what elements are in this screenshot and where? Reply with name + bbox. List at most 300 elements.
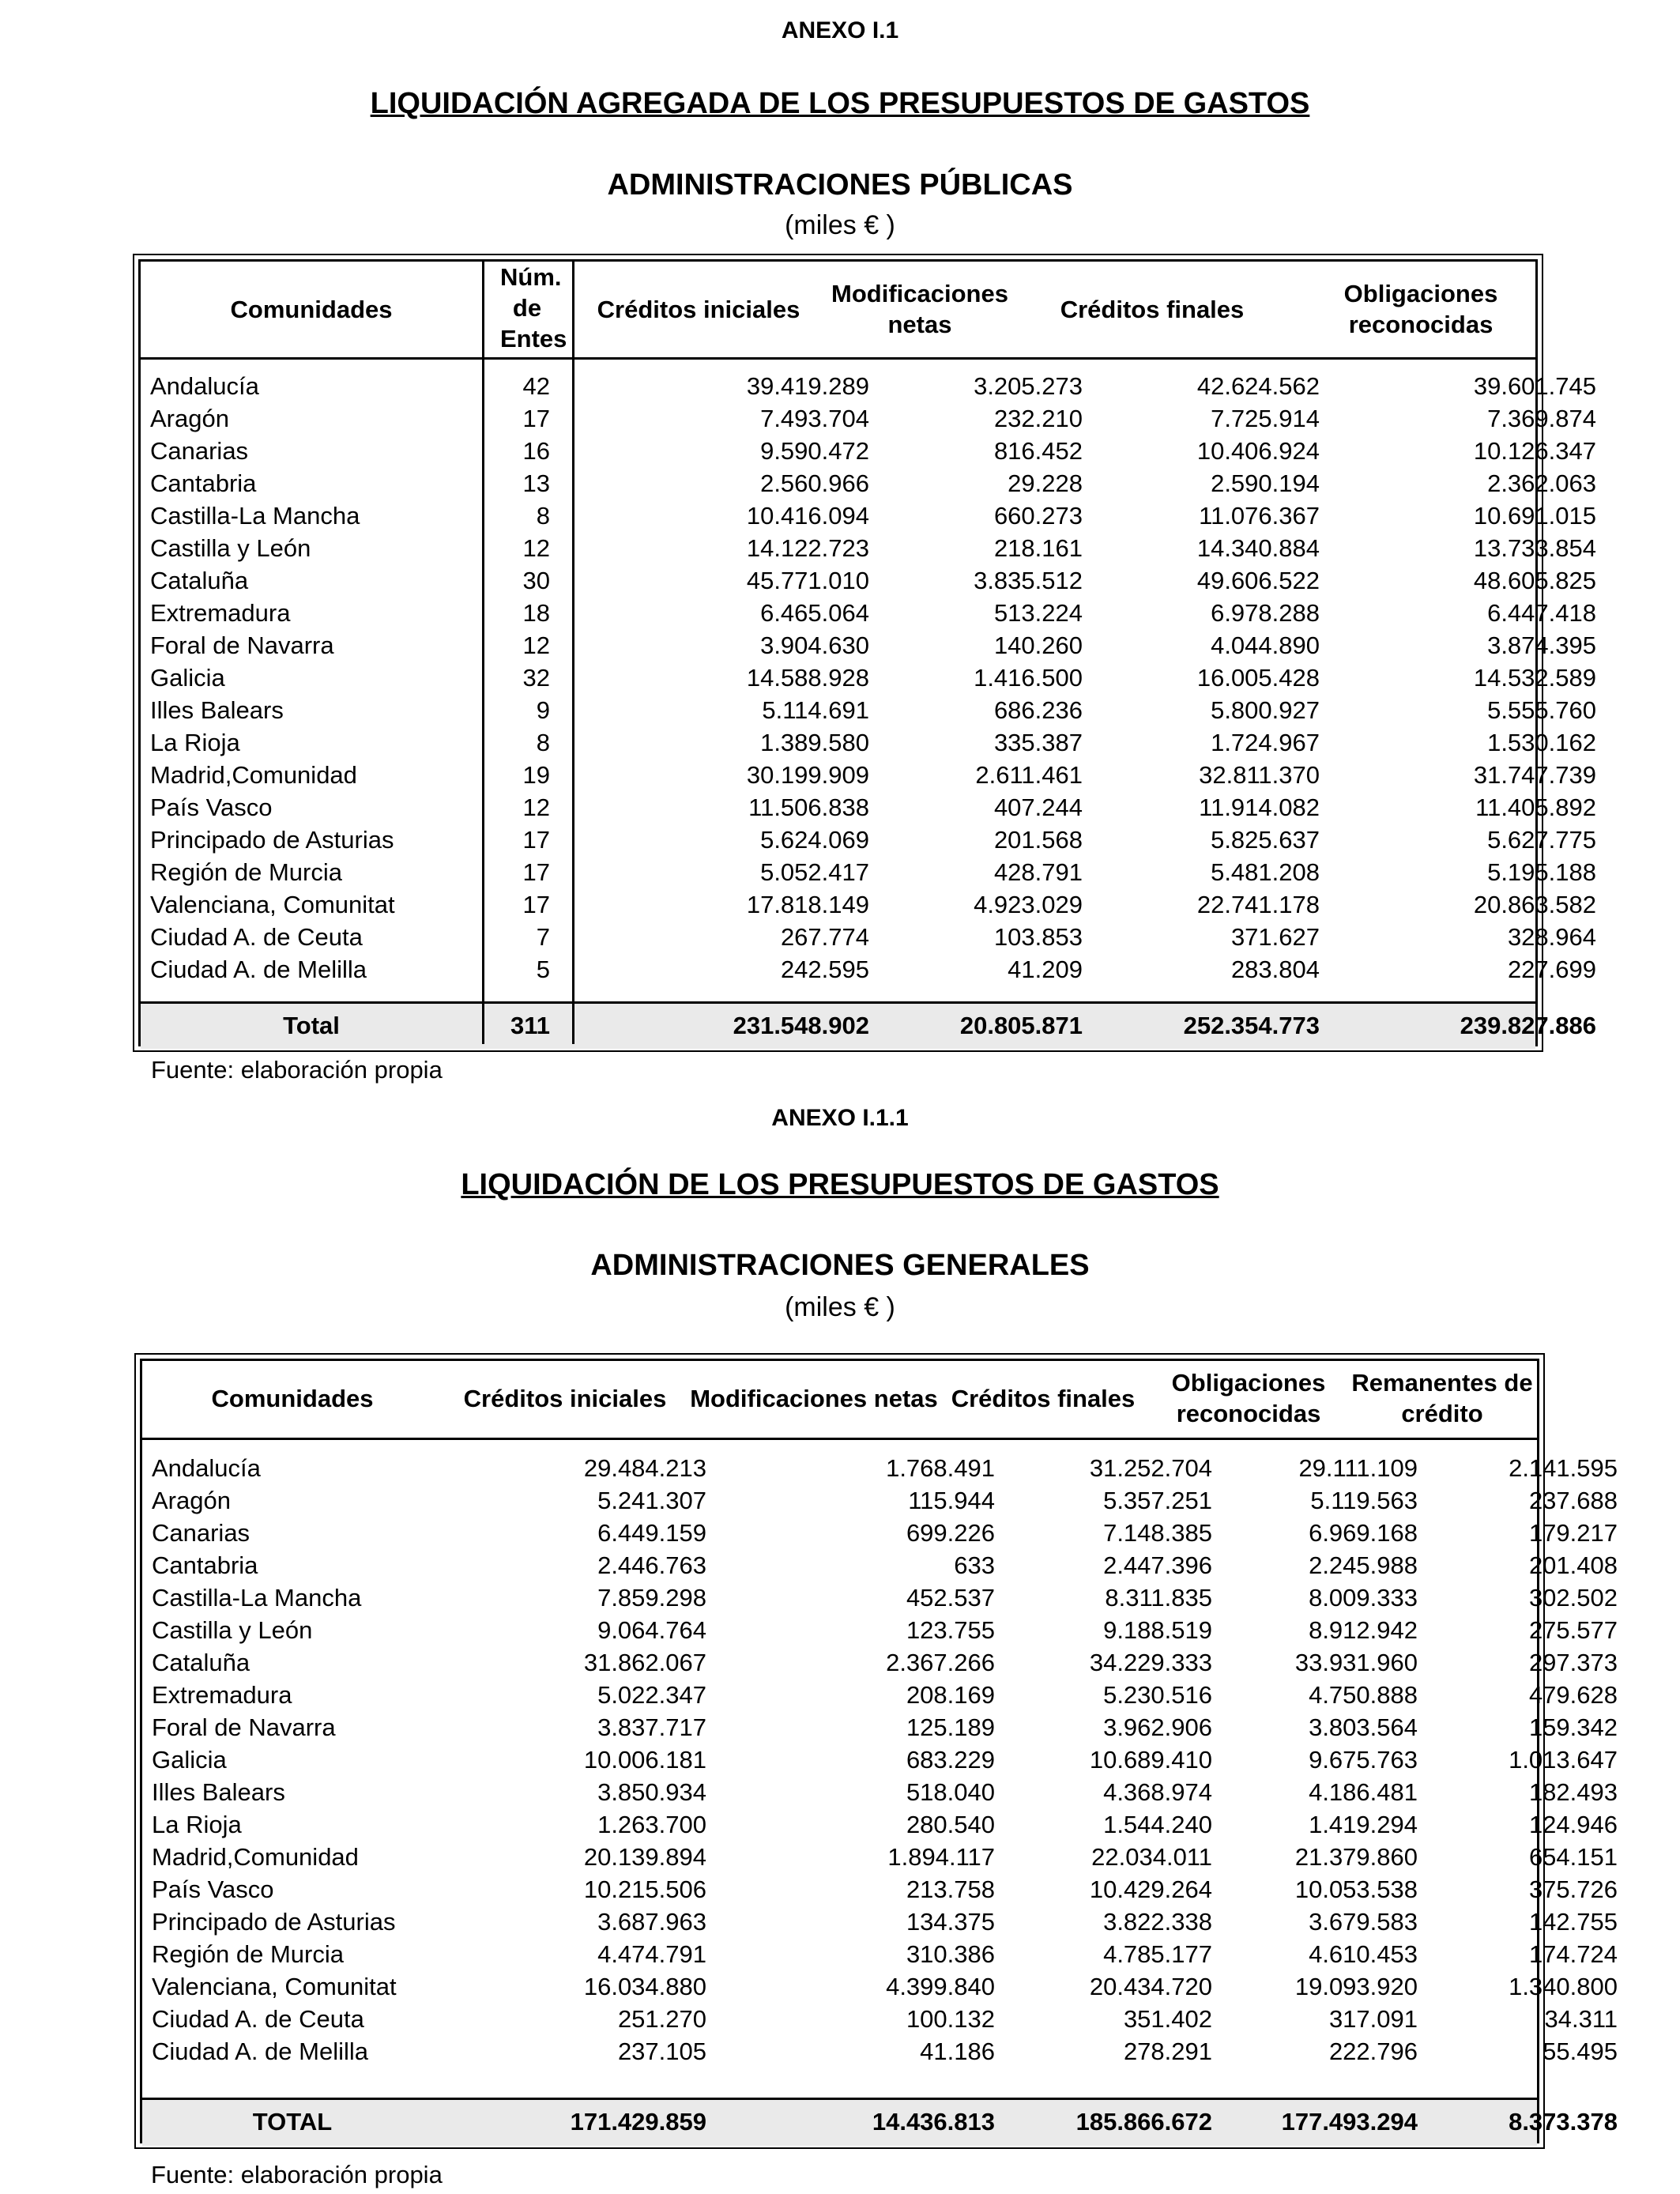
cell-creditos-finales: 5.481.208 xyxy=(1211,858,1320,886)
cell-obligaciones: 222.796 xyxy=(1328,2038,1418,2065)
cell-remanentes: 237.688 xyxy=(1528,1487,1618,1514)
table-row xyxy=(141,370,1596,402)
table-row xyxy=(142,1970,1618,2003)
cell-modificaciones: 123.755 xyxy=(906,1616,995,1644)
cell-modificaciones: 41.186 xyxy=(920,2038,995,2065)
cell-modificaciones: 335.387 xyxy=(993,729,1083,756)
cell-creditos-iniciales: 3.687.963 xyxy=(597,1908,706,1936)
cell-obligaciones: 3.803.564 xyxy=(1309,1713,1418,1741)
cell-modificaciones: 683.229 xyxy=(906,1746,995,1774)
table-row xyxy=(142,2035,1618,2068)
cell-creditos-finales: 32.811.370 xyxy=(1199,761,1320,789)
cell-creditos-finales: 11.076.367 xyxy=(1199,502,1320,530)
cell-modificaciones: 232.210 xyxy=(993,405,1083,432)
cell-modificaciones: 1.768.491 xyxy=(886,1454,995,1482)
cell-creditos-finales: 10.429.264 xyxy=(1089,1875,1212,1903)
cell-creditos-iniciales: 2.446.763 xyxy=(597,1551,706,1579)
cell-remanentes: 124.946 xyxy=(1528,1811,1618,1838)
annex1-title: LIQUIDACIÓN AGREGADA DE LOS PRESUPUESTOS DE GASTOS xyxy=(370,87,1310,120)
cell-modificaciones: 115.944 xyxy=(908,1487,995,1514)
cell-comunidad: Valenciana, Comunitat xyxy=(152,1973,397,2000)
cell-num-entes: 12 xyxy=(522,794,550,821)
table-row xyxy=(141,953,1596,986)
cell-modificaciones: 218.161 xyxy=(993,534,1083,562)
cell-creditos-finales: 10.689.410 xyxy=(1089,1746,1212,1774)
cell-obligaciones: 10.126.347 xyxy=(1473,437,1596,465)
cell-creditos-iniciales: 39.419.289 xyxy=(746,372,869,400)
cell-comunidad: Canarias xyxy=(150,437,249,465)
cell-creditos-iniciales: 3.850.934 xyxy=(597,1778,706,1806)
cell-modificaciones: 213.758 xyxy=(906,1875,995,1903)
table-row xyxy=(141,824,1596,856)
cell-modificaciones: 310.386 xyxy=(906,1940,995,1968)
cell-num-entes: 13 xyxy=(522,469,550,497)
cell-creditos-iniciales: 29.484.213 xyxy=(583,1454,706,1482)
cell-creditos-finales: 22.034.011 xyxy=(1091,1843,1212,1871)
cell-remanentes: 142.755 xyxy=(1528,1908,1618,1936)
table-row xyxy=(141,726,1596,759)
cell-comunidad: La Rioja xyxy=(152,1811,242,1838)
table-row xyxy=(142,2003,1618,2035)
table-row xyxy=(141,888,1596,921)
cell-modificaciones: 140.260 xyxy=(993,631,1083,659)
cell-remanentes: 479.628 xyxy=(1528,1681,1618,1709)
cell-modificaciones: 518.040 xyxy=(906,1778,995,1806)
cell-modificaciones: 100.132 xyxy=(906,2005,995,2033)
cell-creditos-iniciales: 6.449.159 xyxy=(597,1519,706,1547)
table-row xyxy=(142,1646,1618,1679)
total-remanentes: 8.373.378 xyxy=(1509,2108,1618,2136)
cell-creditos-iniciales: 16.034.880 xyxy=(583,1973,706,2000)
cell-comunidad: Valenciana, Comunitat xyxy=(150,891,395,918)
cell-comunidad: Cataluña xyxy=(152,1649,250,1676)
cell-remanentes: 302.502 xyxy=(1528,1584,1618,1612)
cell-num-entes: 30 xyxy=(522,567,550,594)
cell-creditos-iniciales: 30.199.909 xyxy=(746,761,869,789)
cell-creditos-finales: 5.357.251 xyxy=(1103,1487,1212,1514)
table-row xyxy=(142,1517,1618,1549)
cell-creditos-finales: 371.627 xyxy=(1230,923,1320,951)
cell-modificaciones: 2.367.266 xyxy=(886,1649,995,1676)
cell-creditos-finales: 2.447.396 xyxy=(1103,1551,1212,1579)
cell-comunidad: Illes Balears xyxy=(150,696,284,724)
cell-obligaciones: 39.601.745 xyxy=(1473,372,1596,400)
cell-obligaciones: 4.610.453 xyxy=(1309,1940,1418,1968)
table-row xyxy=(142,1906,1618,1938)
cell-modificaciones: 134.375 xyxy=(906,1908,995,1936)
cell-creditos-iniciales: 5.052.417 xyxy=(760,858,869,886)
cell-creditos-finales: 283.804 xyxy=(1230,956,1320,983)
cell-obligaciones: 5.555.760 xyxy=(1487,696,1596,724)
cell-obligaciones: 2.362.063 xyxy=(1487,469,1596,497)
cell-obligaciones: 11.405.892 xyxy=(1475,794,1596,821)
annex1-header-num-entes: Núm. de Entes xyxy=(500,263,567,352)
cell-num-entes: 5 xyxy=(536,956,550,983)
cell-creditos-finales: 351.402 xyxy=(1123,2005,1212,2033)
cell-num-entes: 9 xyxy=(536,696,550,724)
total-creditos-iniciales: 231.548.902 xyxy=(733,1012,869,1039)
cell-creditos-iniciales: 31.862.067 xyxy=(583,1649,706,1676)
cell-obligaciones: 14.532.589 xyxy=(1473,664,1596,692)
cell-obligaciones: 328.964 xyxy=(1507,923,1596,951)
cell-num-entes: 18 xyxy=(522,599,550,627)
table-row xyxy=(141,597,1596,629)
cell-modificaciones: 4.399.840 xyxy=(886,1973,995,2000)
table-row xyxy=(142,1484,1618,1517)
annex2-header-creditos-finales: Créditos finales xyxy=(951,1385,1136,1412)
cell-creditos-iniciales: 7.859.298 xyxy=(597,1584,706,1612)
cell-num-entes: 17 xyxy=(522,891,550,918)
cell-comunidad: Castilla y León xyxy=(152,1616,313,1644)
cell-comunidad: Aragón xyxy=(150,405,229,432)
annex2-source: Fuente: elaboración propia xyxy=(151,2161,443,2188)
table-row xyxy=(142,1841,1618,1873)
cell-creditos-finales: 4.368.974 xyxy=(1103,1778,1212,1806)
cell-comunidad: Ciudad A. de Melilla xyxy=(152,2038,368,2065)
cell-creditos-iniciales: 5.241.307 xyxy=(597,1487,706,1514)
cell-creditos-finales: 20.434.720 xyxy=(1089,1973,1212,2000)
cell-obligaciones: 10.053.538 xyxy=(1294,1875,1418,1903)
annex2-header-obligaciones: Obligaciones reconocidas xyxy=(1171,1369,1326,1427)
cell-num-entes: 12 xyxy=(522,534,550,562)
total-creditos-finales: 185.866.672 xyxy=(1075,2108,1212,2136)
cell-obligaciones: 10.691.015 xyxy=(1473,502,1596,530)
annex1-total-rule xyxy=(141,1001,1535,1004)
cell-creditos-iniciales: 5.624.069 xyxy=(760,826,869,854)
cell-creditos-finales: 7.148.385 xyxy=(1103,1519,1212,1547)
cell-comunidad: Galicia xyxy=(150,664,225,692)
cell-modificaciones: 816.452 xyxy=(993,437,1083,465)
cell-modificaciones: 660.273 xyxy=(993,502,1083,530)
cell-modificaciones: 633 xyxy=(954,1551,995,1579)
cell-creditos-finales: 34.229.333 xyxy=(1089,1649,1212,1676)
cell-creditos-finales: 22.741.178 xyxy=(1196,891,1320,918)
cell-obligaciones: 20.863.582 xyxy=(1473,891,1596,918)
table-row xyxy=(142,1808,1618,1841)
annex2-total-row xyxy=(142,2105,1618,2138)
cell-creditos-finales: 31.252.704 xyxy=(1089,1454,1212,1482)
cell-comunidad: Cataluña xyxy=(150,567,249,594)
cell-comunidad: Castilla y León xyxy=(150,534,311,562)
cell-comunidad: Principado de Asturias xyxy=(150,826,394,854)
cell-comunidad: Castilla-La Mancha xyxy=(152,1584,362,1612)
cell-obligaciones: 3.874.395 xyxy=(1487,631,1596,659)
cell-remanentes: 654.151 xyxy=(1528,1843,1618,1871)
total-modificaciones: 20.805.871 xyxy=(959,1012,1083,1039)
cell-remanentes: 182.493 xyxy=(1528,1778,1618,1806)
table-row xyxy=(142,1549,1618,1581)
table-row xyxy=(141,467,1596,499)
cell-obligaciones: 5.627.775 xyxy=(1487,826,1596,854)
cell-creditos-iniciales: 14.588.928 xyxy=(746,664,869,692)
cell-comunidad: Ciudad A. de Ceuta xyxy=(150,923,363,951)
cell-creditos-iniciales: 9.064.764 xyxy=(597,1616,706,1644)
total-obligaciones: 239.827.886 xyxy=(1460,1012,1596,1039)
cell-comunidad: Madrid,Comunidad xyxy=(152,1843,359,1871)
cell-modificaciones: 1.894.117 xyxy=(887,1843,995,1871)
table-row xyxy=(141,759,1596,791)
cell-num-entes: 7 xyxy=(536,923,550,951)
cell-modificaciones: 208.169 xyxy=(906,1681,995,1709)
cell-creditos-iniciales: 1.389.580 xyxy=(760,729,869,756)
annex1-table xyxy=(133,254,1596,1052)
table-row xyxy=(141,499,1596,532)
cell-creditos-iniciales: 237.105 xyxy=(617,2038,706,2065)
cell-creditos-iniciales: 11.506.838 xyxy=(748,794,869,821)
cell-creditos-finales: 9.188.519 xyxy=(1103,1616,1212,1644)
annex1-header-modificaciones: Modificaciones netas xyxy=(831,280,1008,338)
cell-comunidad: Castilla-La Mancha xyxy=(150,502,360,530)
cell-comunidad: Ciudad A. de Ceuta xyxy=(152,2005,364,2033)
cell-creditos-finales: 5.230.516 xyxy=(1103,1681,1212,1709)
table-row xyxy=(141,856,1596,888)
cell-creditos-finales: 1.724.967 xyxy=(1211,729,1320,756)
cell-creditos-finales: 3.962.906 xyxy=(1103,1713,1212,1741)
cell-remanentes: 1.013.647 xyxy=(1509,1746,1618,1774)
cell-modificaciones: 29.228 xyxy=(1008,469,1083,497)
cell-comunidad: Extremadura xyxy=(152,1681,292,1709)
total-creditos-finales: 252.354.773 xyxy=(1183,1012,1320,1039)
table-row xyxy=(141,791,1596,824)
cell-creditos-iniciales: 3.837.717 xyxy=(597,1713,706,1741)
cell-creditos-iniciales: 9.590.472 xyxy=(760,437,869,465)
cell-obligaciones: 21.379.860 xyxy=(1294,1843,1418,1871)
cell-modificaciones: 686.236 xyxy=(993,696,1083,724)
cell-num-entes: 12 xyxy=(522,631,550,659)
cell-creditos-finales: 8.311.835 xyxy=(1105,1584,1212,1612)
cell-creditos-finales: 6.978.288 xyxy=(1211,599,1320,627)
annex1-source: Fuente: elaboración propia xyxy=(151,1056,443,1084)
cell-num-entes: 19 xyxy=(522,761,550,789)
cell-comunidad: Ciudad A. de Melilla xyxy=(150,956,367,983)
table-row xyxy=(142,1679,1618,1711)
cell-num-entes: 17 xyxy=(522,826,550,854)
cell-obligaciones: 2.245.988 xyxy=(1309,1551,1418,1579)
cell-num-entes: 42 xyxy=(522,372,550,400)
annex2-label: ANEXO I.1.1 xyxy=(771,1105,909,1131)
cell-num-entes: 16 xyxy=(522,437,550,465)
cell-remanentes: 34.311 xyxy=(1544,2005,1618,2033)
cell-comunidad: País Vasco xyxy=(152,1875,274,1903)
cell-creditos-iniciales: 6.465.064 xyxy=(760,599,869,627)
cell-creditos-iniciales: 17.818.149 xyxy=(746,891,869,918)
table-row xyxy=(141,694,1596,726)
cell-obligaciones: 6.447.418 xyxy=(1487,599,1596,627)
cell-creditos-iniciales: 1.263.700 xyxy=(597,1811,706,1838)
table-row xyxy=(141,629,1596,662)
cell-modificaciones: 3.205.273 xyxy=(974,372,1083,400)
cell-num-entes: 17 xyxy=(522,858,550,886)
cell-comunidad: Extremadura xyxy=(150,599,291,627)
cell-obligaciones: 3.679.583 xyxy=(1309,1908,1418,1936)
cell-remanentes: 159.342 xyxy=(1528,1713,1618,1741)
annex1-table-frame xyxy=(138,259,1596,1046)
annex2-title: LIQUIDACIÓN DE LOS PRESUPUESTOS DE GASTOS xyxy=(461,1168,1219,1201)
cell-creditos-iniciales: 7.493.704 xyxy=(760,405,869,432)
total-creditos-iniciales: 171.429.859 xyxy=(570,2108,706,2136)
table-row xyxy=(141,435,1596,467)
cell-remanentes: 375.726 xyxy=(1528,1875,1618,1903)
cell-remanentes: 201.408 xyxy=(1528,1551,1618,1579)
cell-comunidad: La Rioja xyxy=(150,729,240,756)
cell-obligaciones: 6.969.168 xyxy=(1309,1519,1418,1547)
table-row xyxy=(141,662,1596,694)
cell-num-entes: 8 xyxy=(536,729,550,756)
cell-modificaciones: 125.189 xyxy=(906,1713,995,1741)
cell-comunidad: Aragón xyxy=(152,1487,231,1514)
cell-creditos-finales: 49.606.522 xyxy=(1196,567,1320,594)
cell-creditos-iniciales: 5.022.347 xyxy=(597,1681,706,1709)
annex1-label: ANEXO I.1 xyxy=(781,17,899,43)
cell-creditos-iniciales: 267.774 xyxy=(780,923,869,951)
annex1-header-rule xyxy=(141,357,1535,360)
cell-modificaciones: 201.568 xyxy=(993,826,1083,854)
cell-obligaciones: 5.119.563 xyxy=(1310,1487,1418,1514)
cell-obligaciones: 4.750.888 xyxy=(1309,1681,1418,1709)
table-row xyxy=(141,564,1596,597)
table-row xyxy=(142,1711,1618,1744)
cell-comunidad: Galicia xyxy=(152,1746,227,1774)
annex2-subtitle: ADMINISTRACIONES GENERALES xyxy=(590,1249,1090,1282)
table-row xyxy=(142,1776,1618,1808)
cell-creditos-finales: 4.785.177 xyxy=(1103,1940,1212,1968)
cell-creditos-iniciales: 2.560.966 xyxy=(760,469,869,497)
cell-creditos-iniciales: 10.215.506 xyxy=(583,1875,706,1903)
cell-obligaciones: 5.195.188 xyxy=(1487,858,1596,886)
cell-creditos-finales: 11.914.082 xyxy=(1199,794,1320,821)
cell-modificaciones: 103.853 xyxy=(993,923,1083,951)
cell-modificaciones: 2.611.461 xyxy=(975,761,1083,789)
cell-obligaciones: 13.733.854 xyxy=(1473,534,1596,562)
cell-obligaciones: 227.699 xyxy=(1507,956,1596,983)
cell-modificaciones: 4.923.029 xyxy=(974,891,1083,918)
annex2-header-creditos-iniciales: Créditos iniciales xyxy=(463,1385,667,1412)
cell-modificaciones: 699.226 xyxy=(906,1519,995,1547)
annex1-total-row xyxy=(141,1009,1596,1042)
cell-remanentes: 55.495 xyxy=(1543,2038,1618,2065)
cell-obligaciones: 9.675.763 xyxy=(1309,1746,1418,1774)
table-row xyxy=(141,921,1596,953)
cell-comunidad: Andalucía xyxy=(152,1454,261,1482)
cell-obligaciones: 1.419.294 xyxy=(1309,1811,1418,1838)
cell-comunidad: Foral de Navarra xyxy=(152,1713,336,1741)
cell-creditos-iniciales: 14.122.723 xyxy=(746,534,869,562)
cell-obligaciones: 8.912.942 xyxy=(1309,1616,1418,1644)
cell-creditos-finales: 3.822.338 xyxy=(1103,1908,1212,1936)
cell-creditos-finales: 2.590.194 xyxy=(1211,469,1320,497)
annex2-table xyxy=(134,1353,1618,2149)
annex1-header-creditos-iniciales: Créditos iniciales xyxy=(597,296,800,323)
cell-modificaciones: 1.416.500 xyxy=(974,664,1083,692)
cell-remanentes: 2.141.595 xyxy=(1509,1454,1618,1482)
cell-creditos-iniciales: 10.006.181 xyxy=(583,1746,706,1774)
cell-creditos-iniciales: 10.416.094 xyxy=(746,502,869,530)
table-row xyxy=(142,1938,1618,1970)
cell-remanentes: 179.217 xyxy=(1528,1519,1618,1547)
cell-creditos-finales: 42.624.562 xyxy=(1196,372,1320,400)
cell-creditos-finales: 4.044.890 xyxy=(1211,631,1320,659)
cell-creditos-finales: 14.340.884 xyxy=(1196,534,1320,562)
cell-comunidad: Andalucía xyxy=(150,372,259,400)
annex1-header-creditos-finales: Créditos finales xyxy=(1060,296,1245,323)
cell-obligaciones: 33.931.960 xyxy=(1294,1649,1418,1676)
cell-comunidad: Canarias xyxy=(152,1519,250,1547)
cell-creditos-finales: 5.800.927 xyxy=(1211,696,1320,724)
cell-num-entes: 8 xyxy=(536,502,550,530)
cell-obligaciones: 31.747.739 xyxy=(1473,761,1596,789)
cell-comunidad: País Vasco xyxy=(150,794,273,821)
cell-comunidad: Cantabria xyxy=(150,469,257,497)
cell-creditos-iniciales: 45.771.010 xyxy=(746,567,869,594)
cell-remanentes: 1.340.800 xyxy=(1509,1973,1618,2000)
annex1-header-obligaciones: Obligaciones reconocidas xyxy=(1343,280,1498,338)
annex1-subtitle: ADMINISTRACIONES PÚBLICAS xyxy=(607,168,1073,202)
table-row xyxy=(142,1744,1618,1776)
cell-remanentes: 297.373 xyxy=(1528,1649,1618,1676)
annex2-header-remanentes: Remanentes de crédito xyxy=(1351,1369,1533,1427)
cell-comunidad: Región de Murcia xyxy=(150,858,342,886)
cell-obligaciones: 1.530.162 xyxy=(1487,729,1596,756)
cell-comunidad: Cantabria xyxy=(152,1551,258,1579)
table-row xyxy=(141,402,1596,435)
cell-comunidad: Madrid,Comunidad xyxy=(150,761,357,789)
cell-remanentes: 275.577 xyxy=(1528,1616,1618,1644)
annex2-header-comunidades: Comunidades xyxy=(211,1385,374,1412)
cell-creditos-iniciales: 20.139.894 xyxy=(583,1843,706,1871)
cell-modificaciones: 280.540 xyxy=(906,1811,995,1838)
annex2-table-frame xyxy=(140,1359,1618,2143)
annex1-total-label: Total xyxy=(283,1012,340,1039)
total-obligaciones: 177.493.294 xyxy=(1281,2108,1418,2136)
cell-modificaciones: 3.835.512 xyxy=(974,567,1083,594)
cell-creditos-finales: 16.005.428 xyxy=(1196,664,1320,692)
table-row xyxy=(142,1581,1618,1614)
cell-modificaciones: 452.537 xyxy=(906,1584,995,1612)
cell-creditos-iniciales: 3.904.630 xyxy=(760,631,869,659)
cell-comunidad: Región de Murcia xyxy=(152,1940,344,1968)
cell-obligaciones: 48.605.825 xyxy=(1473,567,1596,594)
cell-creditos-finales: 278.291 xyxy=(1123,2038,1212,2065)
cell-creditos-finales: 7.725.914 xyxy=(1211,405,1320,432)
annex2-total-label: TOTAL xyxy=(252,2108,333,2136)
total-num-entes: 311 xyxy=(510,1012,550,1039)
cell-modificaciones: 513.224 xyxy=(993,599,1083,627)
table-row xyxy=(142,1873,1618,1906)
cell-obligaciones: 4.186.481 xyxy=(1309,1778,1418,1806)
annex2-header-rule xyxy=(142,1438,1537,1440)
cell-comunidad: Illes Balears xyxy=(152,1778,285,1806)
annex1-header-comunidades: Comunidades xyxy=(230,296,393,323)
cell-creditos-iniciales: 5.114.691 xyxy=(762,696,869,724)
cell-creditos-iniciales: 4.474.791 xyxy=(597,1940,706,1968)
cell-modificaciones: 407.244 xyxy=(993,794,1083,821)
cell-creditos-finales: 5.825.637 xyxy=(1211,826,1320,854)
cell-creditos-finales: 10.406.924 xyxy=(1196,437,1320,465)
cell-modificaciones: 41.209 xyxy=(1008,956,1083,983)
annex2-header-modificaciones: Modificaciones netas xyxy=(690,1385,938,1412)
table-row xyxy=(141,532,1596,564)
table-row xyxy=(142,1614,1618,1646)
cell-modificaciones: 428.791 xyxy=(993,858,1083,886)
cell-creditos-iniciales: 242.595 xyxy=(780,956,869,983)
cell-num-entes: 32 xyxy=(522,664,550,692)
annex2-total-rule xyxy=(142,2098,1537,2100)
table-row xyxy=(142,1452,1618,1484)
cell-remanentes: 174.724 xyxy=(1528,1940,1618,1968)
cell-creditos-iniciales: 251.270 xyxy=(617,2005,706,2033)
cell-comunidad: Foral de Navarra xyxy=(150,631,334,659)
cell-comunidad: Principado de Asturias xyxy=(152,1908,396,1936)
